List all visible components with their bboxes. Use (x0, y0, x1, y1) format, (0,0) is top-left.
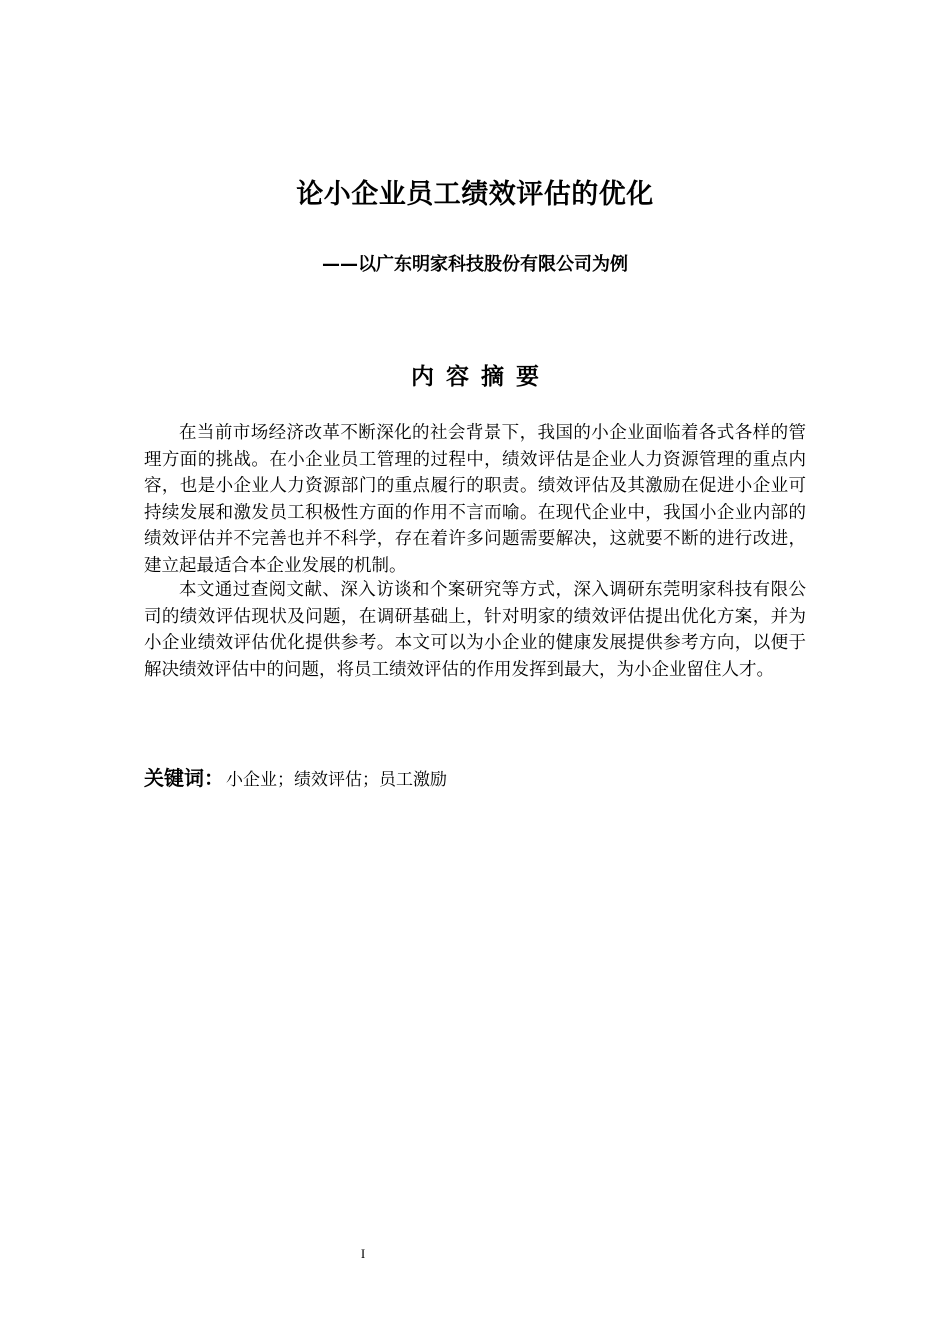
abstract-heading-char: 容 (446, 364, 469, 390)
abstract-heading (0, 358, 950, 391)
abstract-heading-char: 摘 (481, 364, 504, 390)
page-number: I (360, 1246, 366, 1261)
document-subtitle: ——以广东明家科技股份有限公司为例 (322, 254, 628, 275)
keywords-values: 小企业；绩效评估；员工激励 (226, 770, 447, 790)
keywords-line (144, 762, 447, 791)
abstract-paragraph-2: 本文通过查阅文献、深入访谈和个案研究等方式，深入调研东莞明家科技有限公司的绩效评估现状及问题，在调研基础上，针对明家的绩效评估提出优化方案，并为小企业绩效评估优化提供参考。本文可以为小企业的健康发展提供参考方向，以便于解决绩效评估中的问题，将员工绩效评估的作用发挥到最大，为小企业留住人才。 (144, 580, 806, 680)
keywords-label: 关键词： (144, 766, 224, 790)
abstract-heading-char: 内 (411, 364, 434, 390)
abstract-heading-char: 要 (516, 364, 539, 390)
document-title: 论小企业员工绩效评估的优化 (296, 179, 654, 210)
abstract-paragraph-1: 在当前市场经济改革不断深化的社会背景下，我国的小企业面临着各式各样的管理方面的挑战。在小企业员工管理的过程中，绩效评估是企业人力资源管理的重点内容，也是小企业人力资源部门的重点履行的职责。绩效评估及其激励在促进小企业可持续发展和激发员工积极性方面的作用不言而喻。在现代企业中，我国小企业内部的绩效评估并不完善也并不科学，存在着许多问题需要解决，这就要不断的进行改进，建立起最适合本企业发展的机制。 (144, 423, 806, 576)
